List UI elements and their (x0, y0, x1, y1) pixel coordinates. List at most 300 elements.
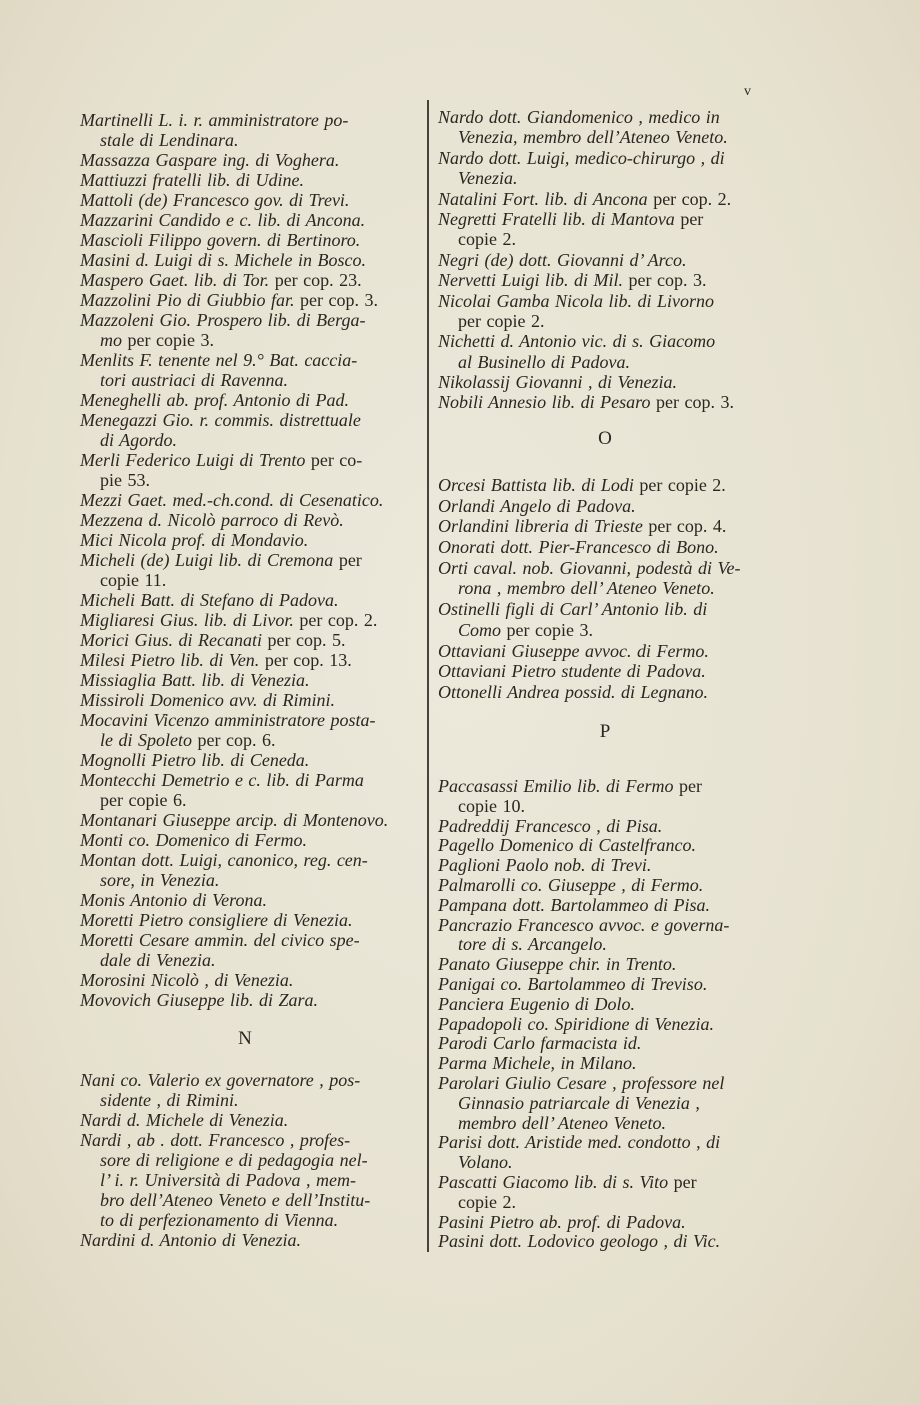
entry-line (80, 950, 425, 970)
list-entry (438, 995, 778, 1015)
entry-line (438, 995, 778, 1015)
entry-text: Nardo dott. Giandomenico , medico in (438, 107, 720, 127)
entry-text: Padreddij Francesco , di Pisa. (438, 815, 663, 836)
entry-text: Natalini Fort. lib. di Ancona (438, 188, 648, 209)
entry-line (80, 130, 425, 150)
entry-text: dale di Venezia. (100, 950, 216, 970)
entry-text: Morici Gius. di Recanati (80, 630, 262, 650)
column-divider (427, 100, 429, 1252)
entry-text: Pagello Domenico di Castelfranco. (438, 835, 696, 856)
entry-text: Papadopoli co. Spiridione di Venezia. (438, 1013, 714, 1034)
entry-text: Mazzolini Pio di Giubbio far. (80, 290, 295, 310)
entry-text: Micheli (de) Luigi lib. di Cremona (80, 550, 334, 570)
entry-line (80, 970, 425, 990)
entry-text: Montanari Giuseppe arcip. di Montenovo. (80, 810, 389, 830)
entry-line (438, 1133, 778, 1153)
entry-line (80, 170, 425, 190)
list-entry (438, 331, 778, 372)
list-entry (438, 1232, 778, 1252)
entry-text: Venezia, membro dell’Ateneo Veneto. (458, 127, 728, 148)
entry-text: mo (100, 330, 122, 350)
entry-text: Meneghelli ab. prof. Antonio di Pad. (80, 390, 349, 410)
entry-line (438, 817, 778, 837)
entry-text: Nardini d. Antonio di Venezia. (80, 1230, 302, 1250)
list-entry (438, 1133, 778, 1173)
entry-text: Migliaresi Gius. lib. di Livor. (80, 610, 294, 630)
entry-line (80, 550, 425, 570)
entry-text: al Businello di Padova. (458, 351, 630, 372)
entry-line (80, 1070, 425, 1090)
entry-line (438, 372, 778, 392)
entry-text: Ottonelli Andrea possid. di Legnano. (438, 681, 709, 702)
entry-line (80, 1210, 425, 1230)
list-entry (438, 682, 778, 703)
entry-text: sidente , di Rimini. (100, 1090, 239, 1110)
entry-line (438, 620, 778, 641)
list-entry (80, 450, 425, 490)
entry-line (80, 750, 425, 770)
copies-note: per copie 3. (122, 330, 214, 350)
list-entry (438, 209, 778, 250)
entry-line (438, 1054, 778, 1074)
entry-line (80, 230, 425, 250)
entry-text: Panigai co. Bartolammeo di Treviso. (438, 973, 708, 994)
entry-text: Nikolassij Giovanni , di Venezia. (438, 372, 677, 393)
entry-line (438, 311, 778, 331)
list-entry (80, 590, 425, 610)
right-column-o-entries (438, 475, 778, 703)
right-column-n-entries (438, 107, 778, 413)
entry-text: l’ i. r. Università di Padova , mem- (100, 1170, 356, 1190)
entry-line (80, 190, 425, 210)
entry-line (80, 350, 425, 370)
entry-text: sore, in Venezia. (100, 870, 220, 890)
copies-note: per cop. 3. (650, 392, 734, 413)
entry-line (80, 110, 425, 130)
entry-line (438, 1114, 778, 1134)
entry-text: Nichetti d. Antonio vic. di s. Giacomo (438, 331, 716, 352)
entry-text: Parisi dott. Aristide med. condotto , di (438, 1132, 721, 1153)
entry-line (438, 599, 778, 620)
list-entry (438, 599, 778, 640)
entry-text: Pasini Pietro ab. prof. di Padova. (438, 1211, 686, 1232)
list-entry (438, 1173, 778, 1213)
copies-note: per cop. 2. (293, 610, 378, 630)
entry-text: Volano. (458, 1152, 513, 1173)
list-entry (80, 230, 425, 250)
entry-line (80, 790, 425, 810)
entry-text: Como (458, 619, 502, 640)
entry-line (438, 229, 778, 249)
entry-text: Merli Federico Luigi di Trento (80, 450, 306, 470)
copies-note: per cop. 13. (259, 650, 352, 670)
entry-text: Montecchi Demetrio e c. lib. di Parma (80, 770, 364, 790)
list-entry (438, 270, 778, 290)
list-entry (80, 830, 425, 850)
copies-note: copie 2. (458, 229, 516, 250)
entry-text: Nervetti Luigi lib. di Mil. (438, 270, 623, 291)
entry-line (438, 682, 778, 703)
list-entry (80, 1070, 425, 1110)
entry-line (438, 641, 778, 662)
entry-text: Orcesi Battista lib. di Lodi (438, 475, 634, 495)
entry-line (438, 496, 778, 517)
entry-line (438, 127, 778, 147)
entry-line (80, 670, 425, 690)
entry-text: Pancrazio Francesco avvoc. e governa- (438, 914, 730, 935)
list-entry (80, 550, 425, 590)
copies-note: per cop. 23. (269, 270, 362, 290)
entry-line (438, 876, 778, 896)
entry-text: Morosini Nicolò , di Venezia. (80, 970, 294, 990)
list-entry (438, 876, 778, 896)
entry-text: Nani co. Valerio ex governatore , pos- (80, 1070, 361, 1090)
list-entry (438, 537, 778, 558)
entry-text: Panciera Eugenio di Dolo. (438, 993, 635, 1014)
list-entry (438, 1213, 778, 1233)
list-entry (80, 110, 425, 150)
copies-note: per cop. 2. (647, 188, 732, 209)
list-entry (438, 955, 778, 975)
list-entry (438, 777, 778, 817)
list-entry (438, 107, 778, 148)
entry-line (438, 331, 778, 351)
entry-line (80, 730, 425, 750)
list-entry (438, 975, 778, 995)
entry-line (438, 836, 778, 856)
entry-line (80, 270, 425, 290)
entry-line (80, 770, 425, 790)
entry-text: Nardi , ab . dott. Francesco , profes- (80, 1130, 351, 1150)
entry-text: Menegazzi Gio. r. commis. distrettuale (80, 410, 361, 430)
entry-text: Martinelli L. i. r. amministratore po- (80, 110, 349, 130)
list-entry (438, 641, 778, 662)
left-column-n-entries (80, 1070, 425, 1250)
entry-line (438, 475, 778, 496)
entry-line (80, 850, 425, 870)
entry-line (80, 370, 425, 390)
copies-note: per cop. 5. (261, 630, 346, 650)
entry-line (438, 935, 778, 955)
entry-text: Parma Michele, in Milano. (438, 1053, 637, 1074)
list-entry (438, 148, 778, 189)
entry-text: Pascatti Giacomo lib. di s. Vito (438, 1171, 669, 1192)
entry-line (438, 1034, 778, 1054)
entry-line (80, 390, 425, 410)
entry-line (80, 470, 425, 490)
entry-line (80, 930, 425, 950)
entry-text: Mognolli Pietro lib. di Ceneda. (80, 750, 310, 770)
list-entry (438, 1054, 778, 1074)
entry-line (438, 975, 778, 995)
list-entry (80, 750, 425, 770)
copies-note: pie 53. (100, 470, 150, 490)
list-entry (80, 250, 425, 270)
entry-line (438, 1153, 778, 1173)
entry-text: Nardi d. Michele di Venezia. (80, 1110, 289, 1130)
entry-line (80, 890, 425, 910)
entry-line (80, 150, 425, 170)
entry-text: Paccasassi Emilio lib. di Fermo (438, 776, 674, 796)
entry-text: Negretti Fratelli lib. di Mantova (438, 208, 675, 229)
entry-text: di Agordo. (100, 430, 178, 450)
entry-line (80, 870, 425, 890)
list-entry (80, 270, 425, 290)
entry-line (438, 516, 778, 537)
entry-line (80, 1190, 425, 1210)
entry-line (438, 1213, 778, 1233)
copies-note: per (668, 1171, 697, 1192)
entry-text: Nicolai Gamba Nicola lib. di Livorno (438, 290, 715, 311)
copies-note: per copie 2. (633, 475, 726, 495)
entry-text: Mezzi Gaet. med.-ch.cond. di Cesenatico. (80, 490, 384, 510)
entry-text: Missiroli Domenico avv. di Rimini. (80, 690, 335, 710)
entry-text: Ostinelli figli di Carl’ Antonio lib. di (438, 599, 708, 620)
entry-line (80, 410, 425, 430)
entry-line (80, 830, 425, 850)
list-entry (80, 690, 425, 710)
entry-text: Mascioli Filippo govern. di Bertinoro. (80, 230, 361, 250)
entry-text: Orlandini libreria di Trieste (438, 516, 643, 537)
entry-line (80, 1170, 425, 1190)
entry-text: Masini d. Luigi di s. Michele in Bosco. (80, 250, 366, 270)
entry-line (80, 210, 425, 230)
entry-line (80, 1130, 425, 1150)
list-entry (438, 1015, 778, 1035)
entry-text: Mezzena d. Nicolò parroco di Revò. (80, 510, 344, 530)
entry-text: Milesi Pietro lib. di Ven. (80, 650, 260, 670)
list-entry (438, 250, 778, 270)
list-entry (80, 710, 425, 750)
entry-line (80, 1150, 425, 1170)
entry-line (80, 910, 425, 930)
copies-note: per (673, 776, 702, 796)
list-entry (438, 856, 778, 876)
entry-line (438, 955, 778, 975)
list-entry (80, 190, 425, 210)
entry-line (438, 1074, 778, 1094)
list-entry (80, 410, 425, 450)
list-entry (438, 1074, 778, 1133)
entry-text: Menlits F. tenente nel 9.° Bat. caccia- (80, 350, 358, 370)
list-entry (80, 630, 425, 650)
entry-line (80, 990, 425, 1010)
entry-line (80, 310, 425, 330)
list-entry (438, 475, 778, 496)
entry-text: stale di Lendinara. (100, 130, 239, 150)
list-entry (80, 290, 425, 310)
entry-text: tore di s. Arcangelo. (458, 934, 607, 955)
list-entry (438, 496, 778, 517)
entry-line (438, 661, 778, 682)
section-heading-o: O (598, 428, 612, 449)
list-entry (80, 510, 425, 530)
entry-line (438, 1173, 778, 1193)
entry-line (438, 392, 778, 412)
copies-note: copie 2. (458, 1191, 516, 1212)
entry-text: Palmarolli co. Giuseppe , di Fermo. (438, 874, 704, 895)
entry-text: membro dell’ Ateneo Veneto. (458, 1112, 666, 1133)
left-column-m-entries (80, 110, 425, 1010)
entry-text: Maspero Gaet. lib. di Tor. (80, 270, 270, 290)
entry-text: Nobili Annesio lib. di Pesaro (438, 392, 651, 413)
entry-line (438, 148, 778, 168)
entry-line (438, 856, 778, 876)
list-entry (80, 650, 425, 670)
list-entry (438, 392, 778, 412)
list-entry (80, 890, 425, 910)
list-entry (438, 558, 778, 599)
entry-text: Onorati dott. Pier-Francesco di Bono. (438, 537, 719, 558)
entry-text: bro dell’Ateneo Veneto e dell’Institu- (100, 1190, 371, 1210)
copies-note: per cop. 3. (623, 270, 707, 291)
entry-line (80, 1090, 425, 1110)
page-number: v (744, 84, 751, 99)
entry-line (80, 810, 425, 830)
list-entry (438, 817, 778, 837)
entry-text: Parolari Giulio Cesare , professore nel (438, 1072, 725, 1093)
entry-line (438, 916, 778, 936)
entry-line (438, 578, 778, 599)
list-entry (80, 390, 425, 410)
entry-text: Montan dott. Luigi, canonico, reg. cen- (80, 850, 368, 870)
copies-note: per copie 3. (501, 619, 593, 640)
list-entry (80, 490, 425, 510)
list-entry (80, 210, 425, 230)
copies-note: copie 10. (458, 795, 525, 816)
list-entry (438, 372, 778, 392)
section-heading-p: P (599, 721, 611, 742)
entry-line (438, 777, 778, 797)
entry-text: Nardo dott. Luigi, medico-chirurgo , di (438, 147, 725, 168)
list-entry (438, 291, 778, 332)
list-entry (80, 170, 425, 190)
list-entry (80, 1110, 425, 1130)
entry-text: Moretti Pietro consigliere di Venezia. (80, 910, 353, 930)
entry-text: Ginnasio patriarcale di Venezia , (458, 1092, 700, 1113)
entry-text: Pampana dott. Bartolammeo di Pisa. (438, 894, 710, 915)
entry-line (438, 558, 778, 579)
list-entry (80, 610, 425, 630)
entry-line (438, 168, 778, 188)
entry-line (80, 450, 425, 470)
entry-text: Negri (de) dott. Giovanni d’ Arco. (438, 249, 687, 270)
copies-note: per copie 6. (100, 790, 187, 810)
entry-line (438, 352, 778, 372)
entry-text: Orti caval. nob. Giovanni, podestà di Ve- (438, 557, 741, 578)
entry-line (438, 209, 778, 229)
entry-line (438, 1232, 778, 1252)
entry-text: Mocavini Vicenzo amministratore posta- (80, 710, 376, 730)
entry-text: Monis Antonio di Verona. (80, 890, 267, 910)
entry-text: Moretti Cesare ammin. del civico spe- (80, 930, 360, 950)
entry-text: to di perfezionamento di Vienna. (100, 1210, 339, 1230)
entry-text: Pasini dott. Lodovico geologo , di Vic. (438, 1231, 721, 1252)
entry-line (80, 250, 425, 270)
entry-line (80, 610, 425, 630)
entry-text: le di Spoleto (100, 730, 192, 750)
copies-note: per cop. 3. (294, 290, 378, 310)
entry-line (438, 896, 778, 916)
entry-text: Movovich Giuseppe lib. di Zara. (80, 990, 318, 1010)
copies-note: copie 11. (100, 570, 167, 590)
entry-text: Mici Nicola prof. di Mondavio. (80, 530, 309, 550)
entry-line (80, 630, 425, 650)
entry-line (438, 250, 778, 270)
copies-note: per cop. 6. (191, 730, 276, 750)
list-entry (80, 1130, 425, 1230)
list-entry (438, 836, 778, 856)
copies-note: per (333, 550, 362, 570)
entry-text: Ottaviani Pietro studente di Padova. (438, 661, 706, 682)
entry-text: rona , membro dell’ Ateneo Veneto. (458, 578, 715, 599)
entry-text: Orlandi Angelo di Padova. (438, 495, 636, 516)
entry-line (80, 490, 425, 510)
section-heading-n: N (238, 1028, 252, 1049)
entry-text: tori austriaci di Ravenna. (100, 370, 288, 390)
list-entry (80, 810, 425, 830)
list-entry (80, 990, 425, 1010)
list-entry (438, 661, 778, 682)
entry-line (438, 1094, 778, 1114)
list-entry (438, 1034, 778, 1054)
list-entry (80, 770, 425, 810)
entry-line (438, 291, 778, 311)
entry-text: Mazzarini Candido e c. lib. di Ancona. (80, 210, 366, 230)
entry-line (80, 530, 425, 550)
entry-line (438, 797, 778, 817)
entry-text: Missiaglia Batt. lib. di Venezia. (80, 670, 310, 690)
entry-line (80, 330, 425, 350)
copies-note: per (674, 208, 704, 229)
entry-text: Massazza Gaspare ing. di Voghera. (80, 150, 340, 170)
entry-line (438, 189, 778, 209)
copies-note: per co- (305, 450, 363, 470)
list-entry (80, 350, 425, 390)
list-entry (80, 930, 425, 970)
list-entry (80, 310, 425, 350)
list-entry (438, 916, 778, 956)
entry-text: Paglioni Paolo nob. di Trevi. (438, 855, 652, 876)
entry-line (438, 537, 778, 558)
entry-text: Micheli Batt. di Stefano di Padova. (80, 590, 339, 610)
entry-line (80, 290, 425, 310)
entry-text: Panato Giuseppe chir. in Trento. (438, 954, 677, 975)
entry-line (80, 1230, 425, 1250)
entry-text: sore di religione e di pedagogia nel- (100, 1150, 368, 1170)
entry-line (80, 590, 425, 610)
entry-line (80, 510, 425, 530)
list-entry (438, 189, 778, 209)
right-column-p-entries (438, 777, 778, 1252)
entry-text: Mazzoleni Gio. Prospero lib. di Berga- (80, 310, 366, 330)
entry-line (438, 270, 778, 290)
entry-text: Parodi Carlo farmacista id. (438, 1033, 642, 1054)
list-entry (80, 670, 425, 690)
list-entry (438, 896, 778, 916)
list-entry (80, 910, 425, 930)
entry-line (80, 650, 425, 670)
list-entry (80, 970, 425, 990)
entry-line (438, 1193, 778, 1213)
list-entry (80, 150, 425, 170)
copies-note: per copie 2. (458, 310, 545, 331)
list-entry (80, 530, 425, 550)
entry-line (438, 1015, 778, 1035)
entry-text: Venezia. (458, 168, 518, 189)
entry-line (80, 570, 425, 590)
entry-line (80, 690, 425, 710)
